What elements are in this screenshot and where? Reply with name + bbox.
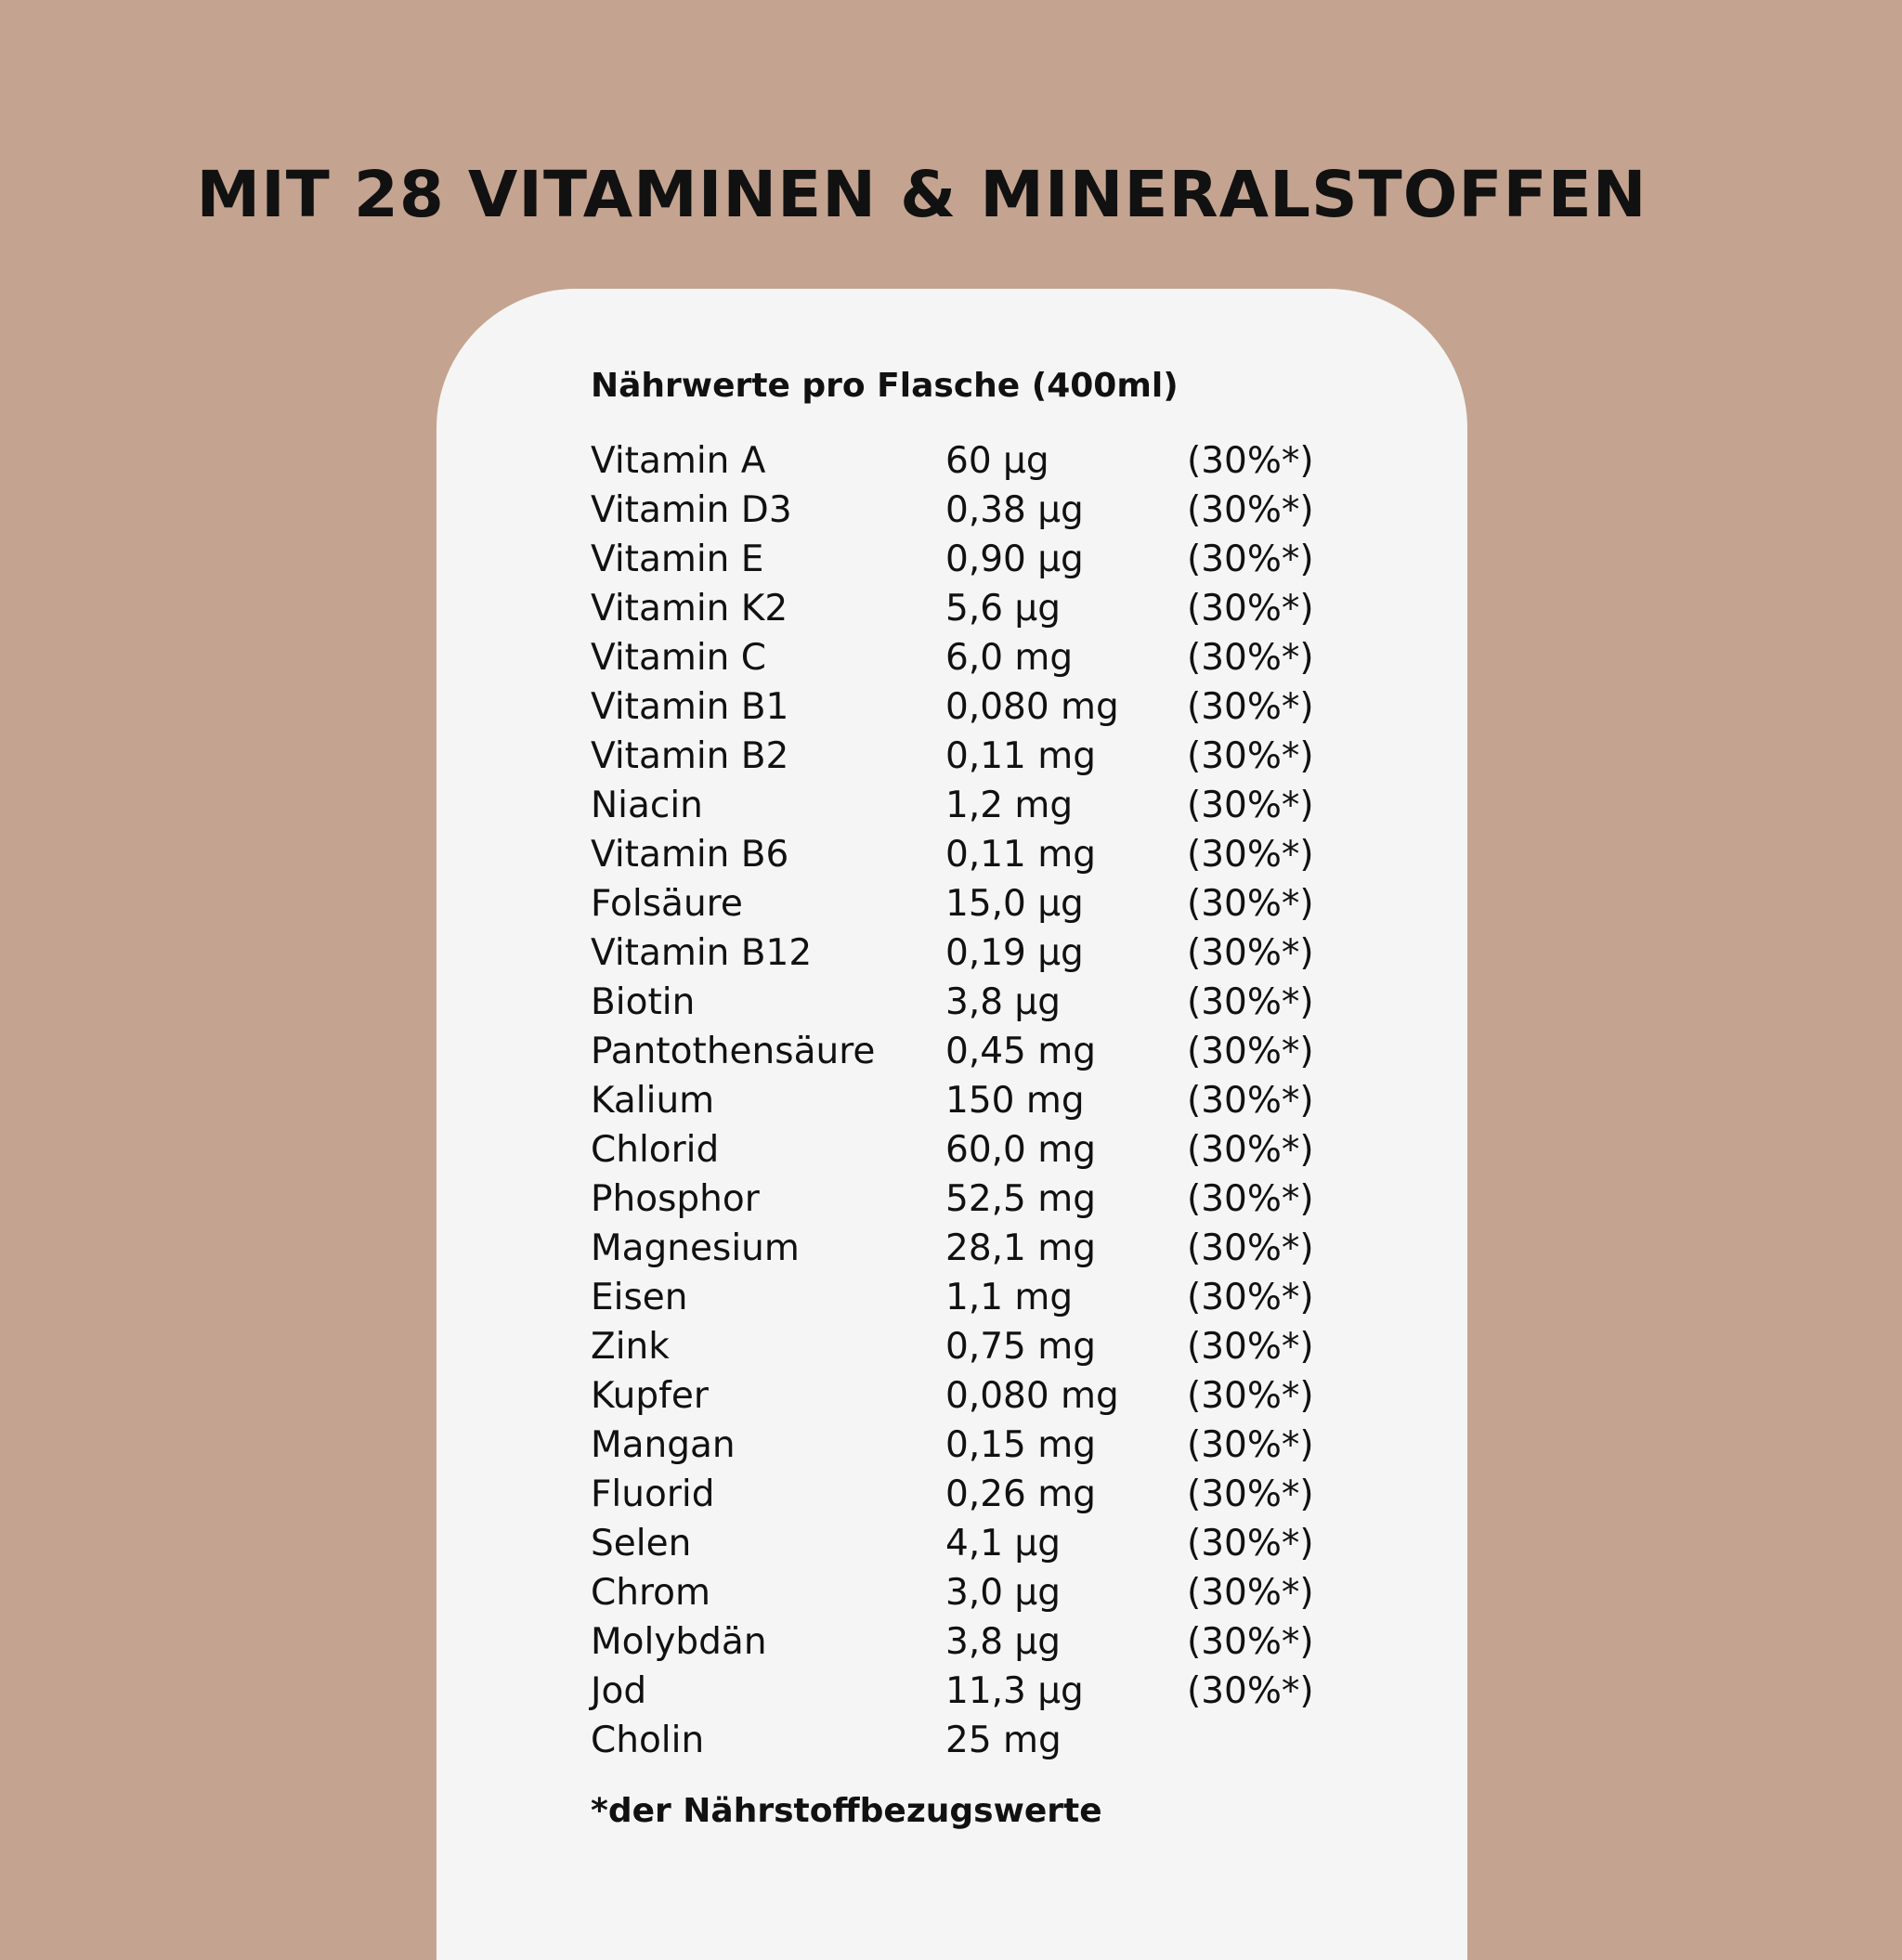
nutrient-row xyxy=(591,682,1426,732)
nutrient-name: Vitamin A xyxy=(591,440,766,482)
nutrient-row xyxy=(591,928,1426,978)
nutrient-name: Vitamin D3 xyxy=(591,489,792,531)
nutrient-name: Eisen xyxy=(591,1277,688,1318)
nutrient-amount: 0,38 µg xyxy=(945,489,1084,531)
nutrient-percent: (30%*) xyxy=(1187,1523,1314,1564)
nutrient-row xyxy=(591,1617,1426,1667)
nutrient-row xyxy=(591,978,1426,1027)
nutrient-percent: (30%*) xyxy=(1187,1375,1314,1417)
nutrient-amount: 0,11 mg xyxy=(945,834,1096,876)
nutrient-percent: (30%*) xyxy=(1187,834,1314,876)
nutrient-name: Mangan xyxy=(591,1424,736,1466)
nutrient-percent: (30%*) xyxy=(1187,1670,1314,1712)
nutrient-percent: (30%*) xyxy=(1187,686,1314,728)
nutrient-amount: 5,6 µg xyxy=(945,588,1061,630)
nutrient-amount: 1,2 mg xyxy=(945,785,1074,826)
nutrient-name: Cholin xyxy=(591,1720,705,1761)
nutrient-name: Pantothensäure xyxy=(591,1031,876,1072)
nutrient-name: Chrom xyxy=(591,1572,710,1614)
nutrient-percent: (30%*) xyxy=(1187,1227,1314,1269)
nutrient-percent: (30%*) xyxy=(1187,1129,1314,1171)
nutrient-name: Vitamin C xyxy=(591,637,767,679)
nutrient-name: Molybdän xyxy=(591,1621,767,1663)
nutrient-name: Phosphor xyxy=(591,1178,760,1220)
nutrient-amount: 0,15 mg xyxy=(945,1424,1096,1466)
nutrient-row xyxy=(591,1470,1426,1519)
nutrient-name: Jod xyxy=(591,1670,647,1712)
nutrient-percent: (30%*) xyxy=(1187,1424,1314,1466)
nutrient-amount: 52,5 mg xyxy=(945,1178,1096,1220)
nutrient-row xyxy=(591,486,1426,535)
nutrient-row xyxy=(591,1519,1426,1568)
nutrient-percent: (30%*) xyxy=(1187,1080,1314,1122)
nutrient-percent: (30%*) xyxy=(1187,440,1314,482)
nutrient-row xyxy=(591,1421,1426,1470)
nutrient-percent: (30%*) xyxy=(1187,1572,1314,1614)
nutrient-row xyxy=(591,1076,1426,1125)
nutrient-amount: 6,0 mg xyxy=(945,637,1074,679)
nutrient-amount: 150 mg xyxy=(945,1080,1085,1122)
nutrient-amount: 3,8 µg xyxy=(945,981,1061,1023)
nutrient-amount: 60 µg xyxy=(945,440,1049,482)
nutrient-name: Zink xyxy=(591,1326,670,1368)
nutrient-percent: (30%*) xyxy=(1187,883,1314,925)
nutrient-percent: (30%*) xyxy=(1187,1031,1314,1072)
nutrient-row xyxy=(591,1716,1426,1765)
nutrient-percent: (30%*) xyxy=(1187,539,1314,580)
nutrient-percent: (30%*) xyxy=(1187,1178,1314,1220)
nutrient-name: Vitamin B2 xyxy=(591,735,789,777)
nutrient-amount: 15,0 µg xyxy=(945,883,1084,925)
nutrient-percent: (30%*) xyxy=(1187,637,1314,679)
nutrient-percent: (30%*) xyxy=(1187,785,1314,826)
nutrient-name: Vitamin K2 xyxy=(591,588,788,630)
nutrient-name: Kalium xyxy=(591,1080,715,1122)
nutrient-amount: 28,1 mg xyxy=(945,1227,1096,1269)
nutrient-name: Fluorid xyxy=(591,1473,715,1515)
nutrient-percent: (30%*) xyxy=(1187,1277,1314,1318)
nutrient-row xyxy=(591,584,1426,633)
nutrient-percent: (30%*) xyxy=(1187,1473,1314,1515)
nutrient-amount: 11,3 µg xyxy=(945,1670,1084,1712)
nutrient-name: Vitamin B1 xyxy=(591,686,789,728)
nutrient-name: Vitamin B12 xyxy=(591,932,813,974)
nutrient-amount: 0,45 mg xyxy=(945,1031,1096,1072)
nutrient-name: Niacin xyxy=(591,785,703,826)
nutrient-amount: 4,1 µg xyxy=(945,1523,1061,1564)
headline: MIT 28 VITAMINEN & MINERALSTOFFEN xyxy=(196,158,1648,232)
nutrient-name: Chlorid xyxy=(591,1129,720,1171)
nutrient-amount: 3,8 µg xyxy=(945,1621,1061,1663)
nutrient-amount: 0,11 mg xyxy=(945,735,1096,777)
nutrient-amount: 60,0 mg xyxy=(945,1129,1096,1171)
nutrient-row xyxy=(591,1273,1426,1322)
nutrient-row xyxy=(591,1568,1426,1617)
nutrient-row xyxy=(591,1322,1426,1371)
nutrient-name: Selen xyxy=(591,1523,692,1564)
nutrient-amount: 0,19 µg xyxy=(945,932,1084,974)
nutrient-name: Vitamin B6 xyxy=(591,834,789,876)
nutrient-row xyxy=(591,732,1426,781)
nutrient-row xyxy=(591,1027,1426,1076)
nutrient-name: Biotin xyxy=(591,981,696,1023)
nutrient-row xyxy=(591,436,1426,486)
nutrient-name: Kupfer xyxy=(591,1375,709,1417)
nutrient-name: Magnesium xyxy=(591,1227,800,1269)
nutrient-row xyxy=(591,633,1426,682)
nutrient-row xyxy=(591,1224,1426,1273)
nutrient-amount: 0,75 mg xyxy=(945,1326,1096,1368)
nutrient-row xyxy=(591,879,1426,928)
nutrient-amount: 0,26 mg xyxy=(945,1473,1096,1515)
nutrient-row xyxy=(591,1667,1426,1716)
nutrient-percent: (30%*) xyxy=(1187,1621,1314,1663)
nutrient-percent: (30%*) xyxy=(1187,932,1314,974)
nutrient-percent: (30%*) xyxy=(1187,981,1314,1023)
nutrient-list xyxy=(591,436,1426,1765)
nutrition-card xyxy=(436,289,1467,1960)
nutrient-amount: 0,080 mg xyxy=(945,686,1119,728)
nutrient-amount: 0,90 µg xyxy=(945,539,1084,580)
nutrient-percent: (30%*) xyxy=(1187,588,1314,630)
nutrient-amount: 0,080 mg xyxy=(945,1375,1119,1417)
footnote: *der Nährstoffbezugswerte xyxy=(591,1792,1102,1830)
card-title: Nährwerte pro Flasche (400ml) xyxy=(591,367,1179,405)
nutrient-amount: 3,0 µg xyxy=(945,1572,1061,1614)
nutrient-row xyxy=(591,1175,1426,1224)
nutrient-amount: 1,1 mg xyxy=(945,1277,1074,1318)
nutrient-row xyxy=(591,1371,1426,1421)
nutrient-percent: (30%*) xyxy=(1187,489,1314,531)
nutrient-name: Vitamin E xyxy=(591,539,764,580)
nutrient-row xyxy=(591,535,1426,584)
nutrient-amount: 25 mg xyxy=(945,1720,1062,1761)
nutrient-name: Folsäure xyxy=(591,883,743,925)
nutrient-percent: (30%*) xyxy=(1187,735,1314,777)
nutrient-percent: (30%*) xyxy=(1187,1326,1314,1368)
nutrient-row xyxy=(591,781,1426,830)
nutrient-row xyxy=(591,1125,1426,1175)
nutrient-row xyxy=(591,830,1426,879)
